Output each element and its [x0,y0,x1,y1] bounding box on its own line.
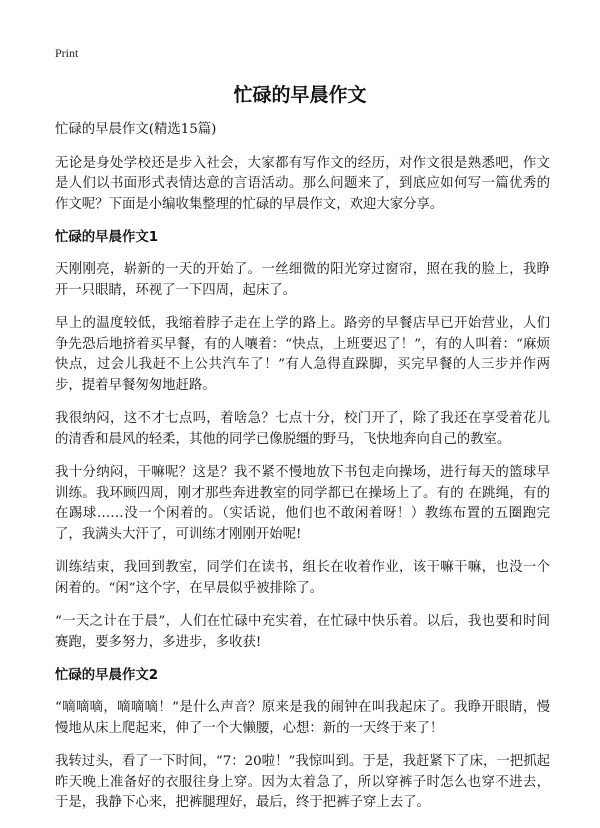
paragraph: “一天之计在于晨”，人们在忙碌中充实着，在忙碌中快乐着。以后，我也要和时间赛跑，要多努力，多进步，多收获! [55,614,550,650]
paragraph: 早上的温度较低，我缩着脖子走在上学的路上。路旁的早餐店早已开始营业，人们争先恐后地挤着买早餐，有的人嚷着：“快点，上班要迟了！”，有的人叫着：“麻烦快点，过会儿我赶不上公共汽车了！”有人急得直跺脚，买完早餐的人三步并作两步，提着早餐匆匆地赶路。 [55,316,550,393]
section-heading: 忙碌的早晨作文1 [55,230,159,245]
paragraph: “嘀嘀嘀，嘀嘀嘀！”是什么声音？原来是我的闹钟在叫我起床了。我睁开眼睛，慢慢地从床上爬起来，伸了一个大懒腰，心想：新的一天终于来了！ [55,700,550,736]
article-subtitle: 忙碌的早晨作文(精选15篇) [55,122,217,137]
paragraph: 我转过头，看了一下时间，“7：20啦！”我惊叫到。于是，我赶紧下了床，一把抓起昨天晚上准备好的衣服往身上穿。因为太着急了，所以穿裤子时怎么也穿不进去，于是，我静下心来，把裤腿理好，最后，终于把裤子穿上去了。 [55,754,550,810]
paragraph: 训练结束，我回到教室，同学们在读书，组长在收着作业，该干嘛干嘛，也没一个闲着的。“闲”这个字，在早晨似乎被排除了。 [55,560,550,596]
paragraph: 我十分纳闷，干嘛呢？这是？我不紧不慢地放下书包走向操场，进行每天的篮球早训练。我环顾四周，刚才那些奔进教室的同学都已在操场上了。有的 在跳绳，有的在踢球……没一个闲着的。（实话说，他们也不敢闲着呀！）教练布置的五圈跑完了，我满头大汗了，可训练才刚刚开始呢! [55,465,550,542]
intro-paragraph: 无论是身处学校还是步入社会，大家都有写作文的经历，对作文很是熟悉吧，作文是人们以书面形式表情达意的言语活动。那么问题来了，到底应如何写一篇优秀的作文呢？下面是小编收集整理的忙碌的早晨作文，欢迎大家分享。 [55,155,550,212]
section-heading: 忙碌的早晨作文2 [55,668,159,683]
paragraph: 天刚刚亮，崭新的一天的开始了。一丝细微的阳光穿过窗帘，照在我的脸上，我睁开一只眼睛，环视了一下四周，起床了。 [55,262,550,298]
page-title: 忙碌的早晨作文 [233,84,367,106]
paragraph: 我很纳闷，这不才七点吗，着啥急？七点十分，校门开了，除了我还在享受着花儿的清香和晨风的轻柔，其他的同学已像脱缰的野马，飞快地奔向自己的教室。 [55,411,550,447]
article-body [55,120,550,827]
print-link[interactable]: Print [55,46,79,60]
